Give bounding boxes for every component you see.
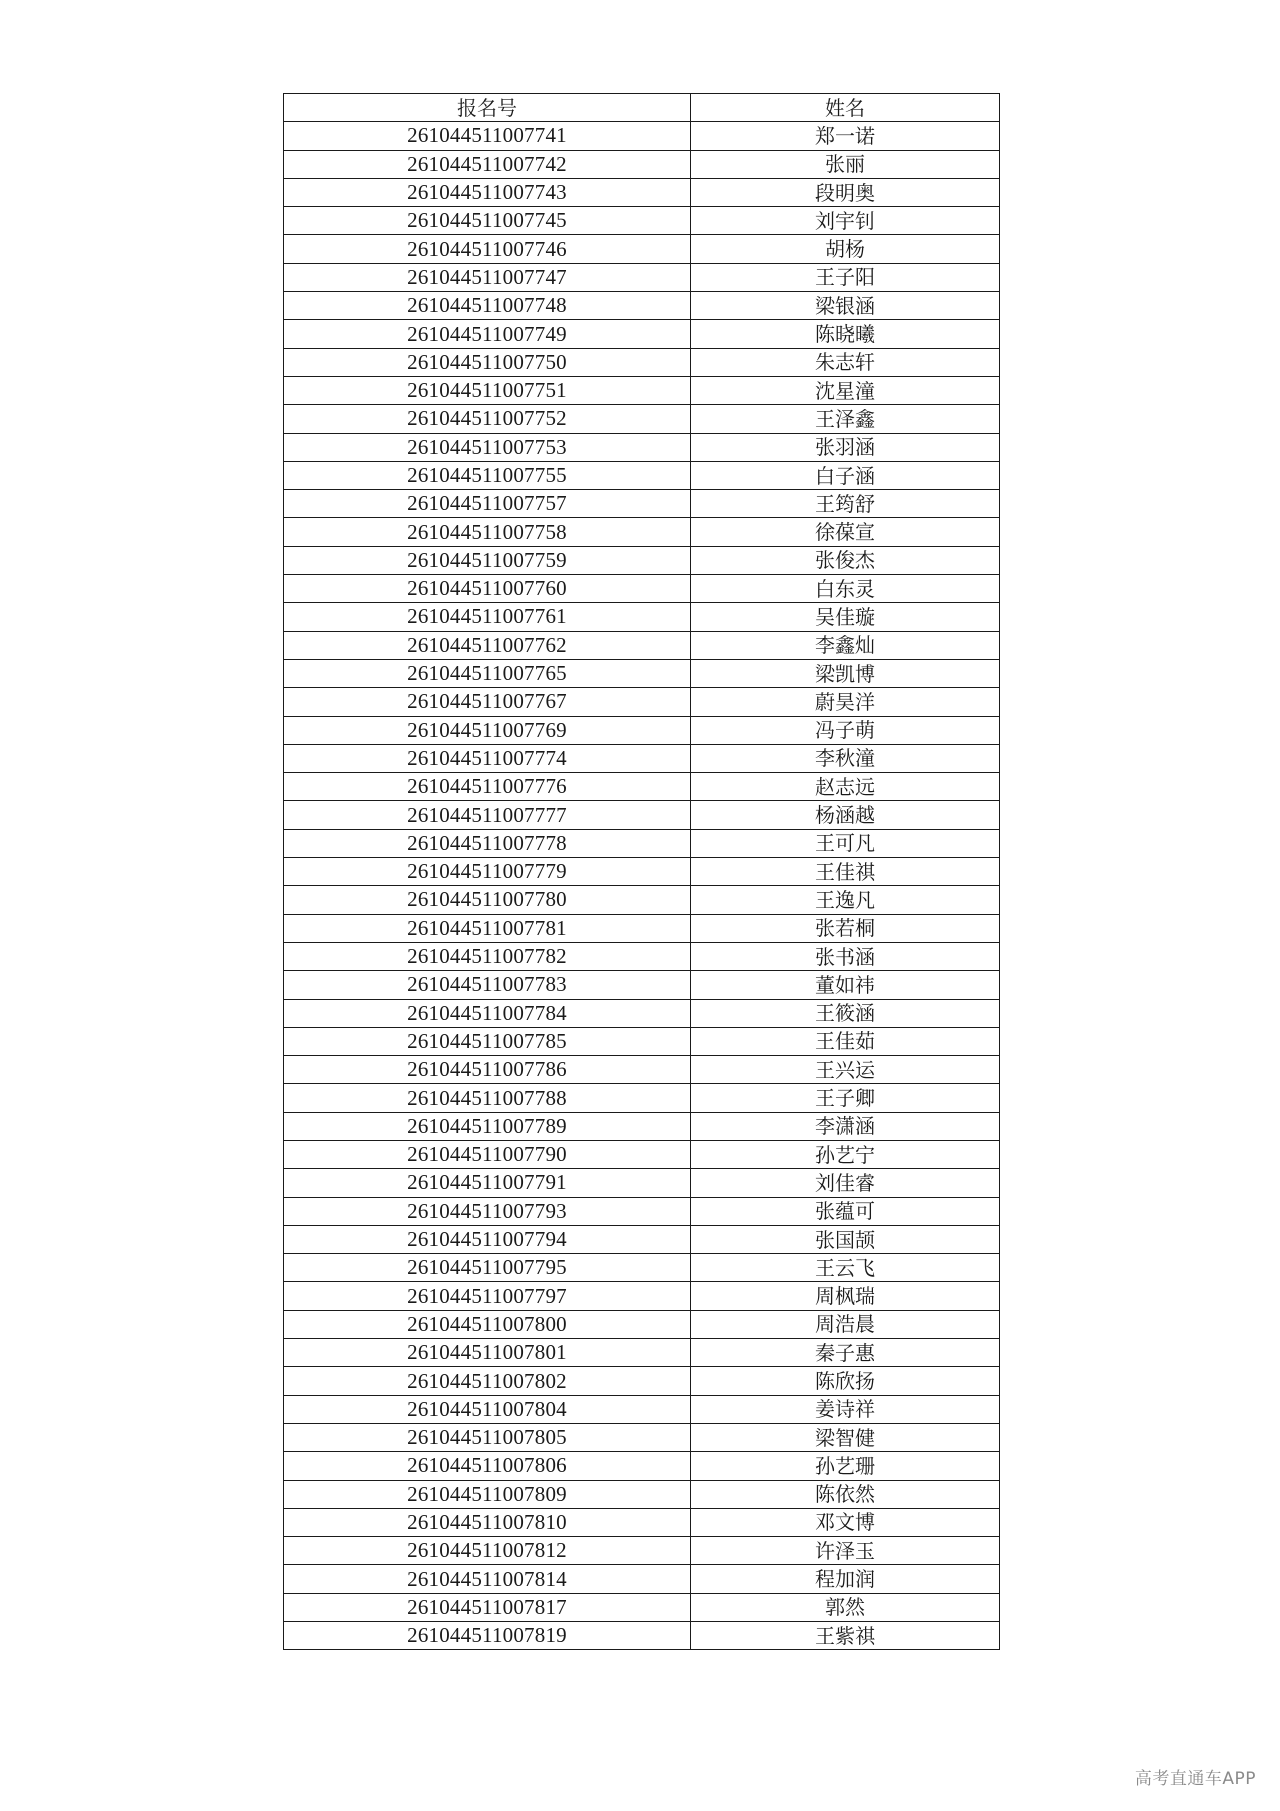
name-cell: 蔚昊洋 <box>691 688 1000 716</box>
registration-number-cell: 261044511007745 <box>284 207 691 235</box>
name-cell: 郭然 <box>691 1593 1000 1621</box>
name-cell: 王佳祺 <box>691 858 1000 886</box>
column-header-registration-number: 报名号 <box>284 94 691 122</box>
name-cell: 孙艺珊 <box>691 1452 1000 1480</box>
registration-number-cell: 261044511007806 <box>284 1452 691 1480</box>
table-row <box>284 320 1000 348</box>
table-row <box>284 1593 1000 1621</box>
roster-sheet <box>283 93 999 1650</box>
name-cell: 吴佳璇 <box>691 603 1000 631</box>
table-row <box>284 971 1000 999</box>
registration-number-cell: 261044511007782 <box>284 942 691 970</box>
name-cell: 王紫祺 <box>691 1622 1000 1650</box>
registration-number-cell: 261044511007797 <box>284 1282 691 1310</box>
registration-number-cell: 261044511007800 <box>284 1310 691 1338</box>
name-cell: 李潇涵 <box>691 1112 1000 1140</box>
table-row <box>284 886 1000 914</box>
table-row <box>284 1367 1000 1395</box>
name-cell: 王泽鑫 <box>691 405 1000 433</box>
registration-number-cell: 261044511007741 <box>284 122 691 150</box>
name-cell: 陈欣扬 <box>691 1367 1000 1395</box>
table-row <box>284 942 1000 970</box>
table-row <box>284 744 1000 772</box>
table-row <box>284 207 1000 235</box>
registration-number-cell: 261044511007758 <box>284 518 691 546</box>
table-row <box>284 461 1000 489</box>
registration-number-cell: 261044511007812 <box>284 1537 691 1565</box>
registration-number-cell: 261044511007767 <box>284 688 691 716</box>
table-row <box>284 1508 1000 1536</box>
name-cell: 周枫瑞 <box>691 1282 1000 1310</box>
registration-number-cell: 261044511007777 <box>284 801 691 829</box>
name-cell: 张书涵 <box>691 942 1000 970</box>
watermark-text: 高考直通车APP <box>1134 1769 1256 1789</box>
registration-number-cell: 261044511007778 <box>284 829 691 857</box>
registration-number-cell: 261044511007790 <box>284 1140 691 1168</box>
name-cell: 沈星潼 <box>691 376 1000 404</box>
registration-number-cell: 261044511007794 <box>284 1225 691 1253</box>
table-row <box>284 603 1000 631</box>
table-row <box>284 1537 1000 1565</box>
registration-number-cell: 261044511007795 <box>284 1254 691 1282</box>
name-cell: 王兴运 <box>691 1056 1000 1084</box>
name-cell: 赵志远 <box>691 773 1000 801</box>
name-cell: 梁银涵 <box>691 292 1000 320</box>
name-cell: 王云飞 <box>691 1254 1000 1282</box>
registration-number-cell: 261044511007785 <box>284 1027 691 1055</box>
table-row <box>284 773 1000 801</box>
name-cell: 王子卿 <box>691 1084 1000 1112</box>
registration-number-cell: 261044511007750 <box>284 348 691 376</box>
table-row <box>284 1423 1000 1451</box>
name-cell: 许泽玉 <box>691 1537 1000 1565</box>
name-cell: 张国颉 <box>691 1225 1000 1253</box>
registration-number-cell: 261044511007776 <box>284 773 691 801</box>
table-row <box>284 150 1000 178</box>
table-row <box>284 433 1000 461</box>
name-cell: 王筱涵 <box>691 999 1000 1027</box>
table-row <box>284 631 1000 659</box>
registration-number-cell: 261044511007760 <box>284 575 691 603</box>
table-row <box>284 178 1000 206</box>
registration-number-cell: 261044511007805 <box>284 1423 691 1451</box>
table-row <box>284 1140 1000 1168</box>
name-cell: 朱志轩 <box>691 348 1000 376</box>
registration-number-cell: 261044511007784 <box>284 999 691 1027</box>
name-cell: 梁智健 <box>691 1423 1000 1451</box>
registration-number-cell: 261044511007757 <box>284 490 691 518</box>
registration-number-cell: 261044511007748 <box>284 292 691 320</box>
name-cell: 孙艺宁 <box>691 1140 1000 1168</box>
name-cell: 张若桐 <box>691 914 1000 942</box>
table-row <box>284 575 1000 603</box>
registration-number-cell: 261044511007774 <box>284 744 691 772</box>
registration-number-cell: 261044511007742 <box>284 150 691 178</box>
registration-number-cell: 261044511007819 <box>284 1622 691 1650</box>
name-cell: 杨涵越 <box>691 801 1000 829</box>
name-cell: 姜诗祥 <box>691 1395 1000 1423</box>
table-row <box>284 1254 1000 1282</box>
table-row <box>284 1480 1000 1508</box>
table-row <box>284 1565 1000 1593</box>
name-cell: 胡杨 <box>691 235 1000 263</box>
table-row <box>284 490 1000 518</box>
table-row <box>284 801 1000 829</box>
name-cell: 郑一诺 <box>691 122 1000 150</box>
name-cell: 邓文博 <box>691 1508 1000 1536</box>
table-row <box>284 716 1000 744</box>
table-row <box>284 546 1000 574</box>
table-row <box>284 829 1000 857</box>
table-row <box>284 1197 1000 1225</box>
name-cell: 陈依然 <box>691 1480 1000 1508</box>
name-cell: 刘佳睿 <box>691 1169 1000 1197</box>
table-row <box>284 405 1000 433</box>
table-row <box>284 1027 1000 1055</box>
header-row <box>284 94 1000 122</box>
registration-number-cell: 261044511007780 <box>284 886 691 914</box>
name-cell: 周浩晨 <box>691 1310 1000 1338</box>
table-row <box>284 1310 1000 1338</box>
name-cell: 白子涵 <box>691 461 1000 489</box>
table-row <box>284 376 1000 404</box>
table-row <box>284 122 1000 150</box>
registration-number-cell: 261044511007783 <box>284 971 691 999</box>
registration-number-cell: 261044511007753 <box>284 433 691 461</box>
registration-number-cell: 261044511007746 <box>284 235 691 263</box>
table-row <box>284 292 1000 320</box>
name-cell: 陈晓曦 <box>691 320 1000 348</box>
name-cell: 李鑫灿 <box>691 631 1000 659</box>
registration-number-cell: 261044511007814 <box>284 1565 691 1593</box>
registration-number-cell: 261044511007810 <box>284 1508 691 1536</box>
registration-number-cell: 261044511007765 <box>284 659 691 687</box>
table-row <box>284 1452 1000 1480</box>
registration-number-cell: 261044511007793 <box>284 1197 691 1225</box>
registration-number-cell: 261044511007804 <box>284 1395 691 1423</box>
name-cell: 李秋潼 <box>691 744 1000 772</box>
registration-number-cell: 261044511007802 <box>284 1367 691 1395</box>
table-row <box>284 263 1000 291</box>
name-cell: 冯子萌 <box>691 716 1000 744</box>
roster-table <box>283 93 1000 1650</box>
name-cell: 王逸凡 <box>691 886 1000 914</box>
name-cell: 张丽 <box>691 150 1000 178</box>
registration-number-cell: 261044511007743 <box>284 178 691 206</box>
table-row <box>284 1282 1000 1310</box>
registration-number-cell: 261044511007759 <box>284 546 691 574</box>
registration-number-cell: 261044511007809 <box>284 1480 691 1508</box>
name-cell: 刘宇钊 <box>691 207 1000 235</box>
table-row <box>284 518 1000 546</box>
column-header-name: 姓名 <box>691 94 1000 122</box>
registration-number-cell: 261044511007779 <box>284 858 691 886</box>
name-cell: 段明奥 <box>691 178 1000 206</box>
name-cell: 王筠舒 <box>691 490 1000 518</box>
registration-number-cell: 261044511007781 <box>284 914 691 942</box>
name-cell: 王可凡 <box>691 829 1000 857</box>
registration-number-cell: 261044511007817 <box>284 1593 691 1621</box>
name-cell: 王子阳 <box>691 263 1000 291</box>
table-row <box>284 1169 1000 1197</box>
table-row <box>284 688 1000 716</box>
table-row <box>284 235 1000 263</box>
table-row <box>284 1056 1000 1084</box>
name-cell: 秦子惠 <box>691 1339 1000 1367</box>
name-cell: 张俊杰 <box>691 546 1000 574</box>
table-row <box>284 858 1000 886</box>
registration-number-cell: 261044511007749 <box>284 320 691 348</box>
table-row <box>284 1084 1000 1112</box>
registration-number-cell: 261044511007791 <box>284 1169 691 1197</box>
registration-number-cell: 261044511007786 <box>284 1056 691 1084</box>
table-row <box>284 1622 1000 1650</box>
table-row <box>284 914 1000 942</box>
name-cell: 徐葆宣 <box>691 518 1000 546</box>
roster-body <box>284 122 1000 1650</box>
table-row <box>284 348 1000 376</box>
name-cell: 董如祎 <box>691 971 1000 999</box>
registration-number-cell: 261044511007751 <box>284 376 691 404</box>
table-row <box>284 999 1000 1027</box>
registration-number-cell: 261044511007789 <box>284 1112 691 1140</box>
table-row <box>284 1112 1000 1140</box>
table-row <box>284 659 1000 687</box>
name-cell: 张蕴可 <box>691 1197 1000 1225</box>
registration-number-cell: 261044511007769 <box>284 716 691 744</box>
name-cell: 王佳茹 <box>691 1027 1000 1055</box>
registration-number-cell: 261044511007761 <box>284 603 691 631</box>
table-row <box>284 1339 1000 1367</box>
registration-number-cell: 261044511007752 <box>284 405 691 433</box>
table-row <box>284 1395 1000 1423</box>
name-cell: 梁凯博 <box>691 659 1000 687</box>
name-cell: 白东灵 <box>691 575 1000 603</box>
table-row <box>284 1225 1000 1253</box>
name-cell: 张羽涵 <box>691 433 1000 461</box>
registration-number-cell: 261044511007788 <box>284 1084 691 1112</box>
registration-number-cell: 261044511007762 <box>284 631 691 659</box>
name-cell: 程加润 <box>691 1565 1000 1593</box>
registration-number-cell: 261044511007801 <box>284 1339 691 1367</box>
registration-number-cell: 261044511007747 <box>284 263 691 291</box>
registration-number-cell: 261044511007755 <box>284 461 691 489</box>
